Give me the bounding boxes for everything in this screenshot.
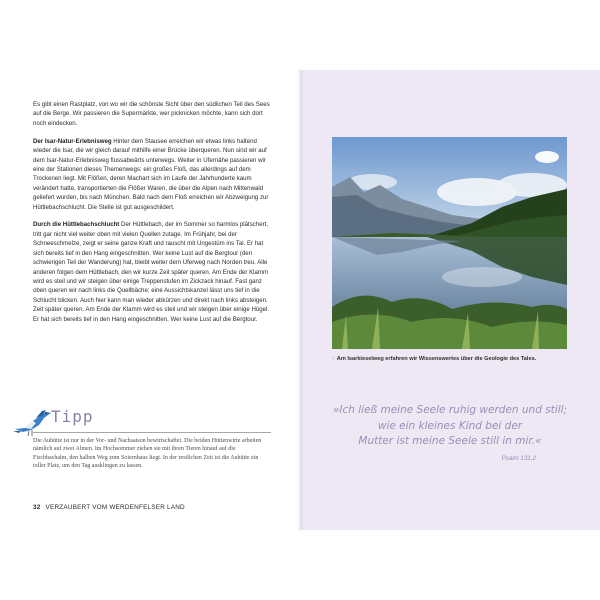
page-number: 32 xyxy=(33,504,41,511)
paragraph-intro-text: Es gibt einen Rastplatz, von wo wir die schönste Sicht über den südlichen Teil des Sees auf die Berge. Wir passieren die Supermärkte, wer picknicken möchte, kann sich dort noch eindecken. xyxy=(33,101,270,127)
section-heading-isar-natur: Der Isar-Natur-Erlebnisweg xyxy=(33,137,112,145)
paragraph-isar-natur xyxy=(33,137,271,212)
section-heading-huettlebach: Durch die Hüttlebachschlucht xyxy=(33,221,120,229)
photo-caption-text: Am Isarkieselweg erfahren wir Wissenswertes über die Geologie des Tales. xyxy=(336,356,537,362)
book-gutter xyxy=(296,70,304,530)
tip-title: Tipp xyxy=(51,407,94,426)
quote-reference: Psalm 131,2 xyxy=(501,455,536,462)
caption-arrow-icon: ↑ xyxy=(332,356,335,362)
quote-line: wie ein kleines Kind bei der xyxy=(377,419,523,432)
paragraph-huettlebach xyxy=(33,220,271,323)
page-footer xyxy=(33,504,185,511)
quote-line: Mutter ist meine Seele still in mir.« xyxy=(358,435,542,447)
quote-line: »Ich ließ meine Seele ruhig werden und still; xyxy=(332,404,568,416)
tip-text: Die Auhütte ist nur in der Vor- und Nachsaison bewirtschaftet. Die beiden Hüttenwirte arbeiten nämlich auf zwei Almen. Im Hochsommer ziehen sie mit ihren Tieren hinauf auf die Fischbachalm, den halben Weg zum Soiernhaus liegt. In der restlichen Zeit ist die Auhütte ein toller Platz, um den Tag ausklingen zu lassen. xyxy=(33,438,262,469)
running-title: VERZAUBERT VOM WERDENFELSER LAND xyxy=(45,504,185,511)
photo-caption xyxy=(332,356,567,362)
psalm-quote xyxy=(325,403,575,450)
paragraph-isar-natur-text: Hinter dem Stausee erreichen wir etwas links haltend wieder die Isar, die wir gleich darauf mithilfe einer Brücke überqueren. Nun sind wir auf dem Isar-Natur-Erlebnisweg flussabwärts unterwegs. Weiter in Ufernähe passieren wir eine der Stationen dieses Themenwegs: ein großes Floß, das allerdings auf dem Trockenen liegt. Mit Flößen, deren Machart sich im Laufe der Jahrhunderte kaum verändert hatte, transportierten die Flößer Waren, die über die Alpen nach Mittenwald geliefert wurden, bis nach München. Bald nach dem Floß erreichen wir Abzweigung zur Hüttlebachschlucht. Die Stelle ist gut ausgeschildert. xyxy=(33,137,269,211)
lake-photo xyxy=(332,137,567,349)
tip-divider xyxy=(33,432,271,433)
lake-landscape-image xyxy=(332,137,567,349)
paragraph-huettlebach-text: Der Hüttlebach, der im Sommer so harmlos plätschert, tritt gar nicht viel weiter oben mit vielen Quellen zutage. Im Frühjahr, bei der Schneeschmelze, zeigt er seine ganze Kraft und rauscht mit Ungestüm ins Tal. Er hat sich bereits tief in den Hang eingeschnitten. Wer keine Lust auf die Bergtour (den schwierigen Teil der Wanderung) hat, bleibt weiter dem Uferweg nach Norden treu. Alle anderen folgen dem Hüttlebach, den wir kurze Zeit später queren. Am Ende der Klamm wird es steil und wir steigen über einige Treppenstufen im Zickzack hinauf. Fast ganz oben queren wir nach links die Quellbäche; eine Aussichtskanzel lässt uns tief in die Schlucht blicken. Auch hier kann man wieder abkürzen und direkt nach links absteigen. Zeit später queren. Am Ende der Klamm wird es steil und wir steigen über einige Hügel. Er hat sich bereits tief in den Hang eingeschnitten. Wer keine Lust auf die Bergtour. xyxy=(33,221,270,323)
body-text-column xyxy=(33,100,271,332)
paragraph-intro xyxy=(33,100,271,128)
